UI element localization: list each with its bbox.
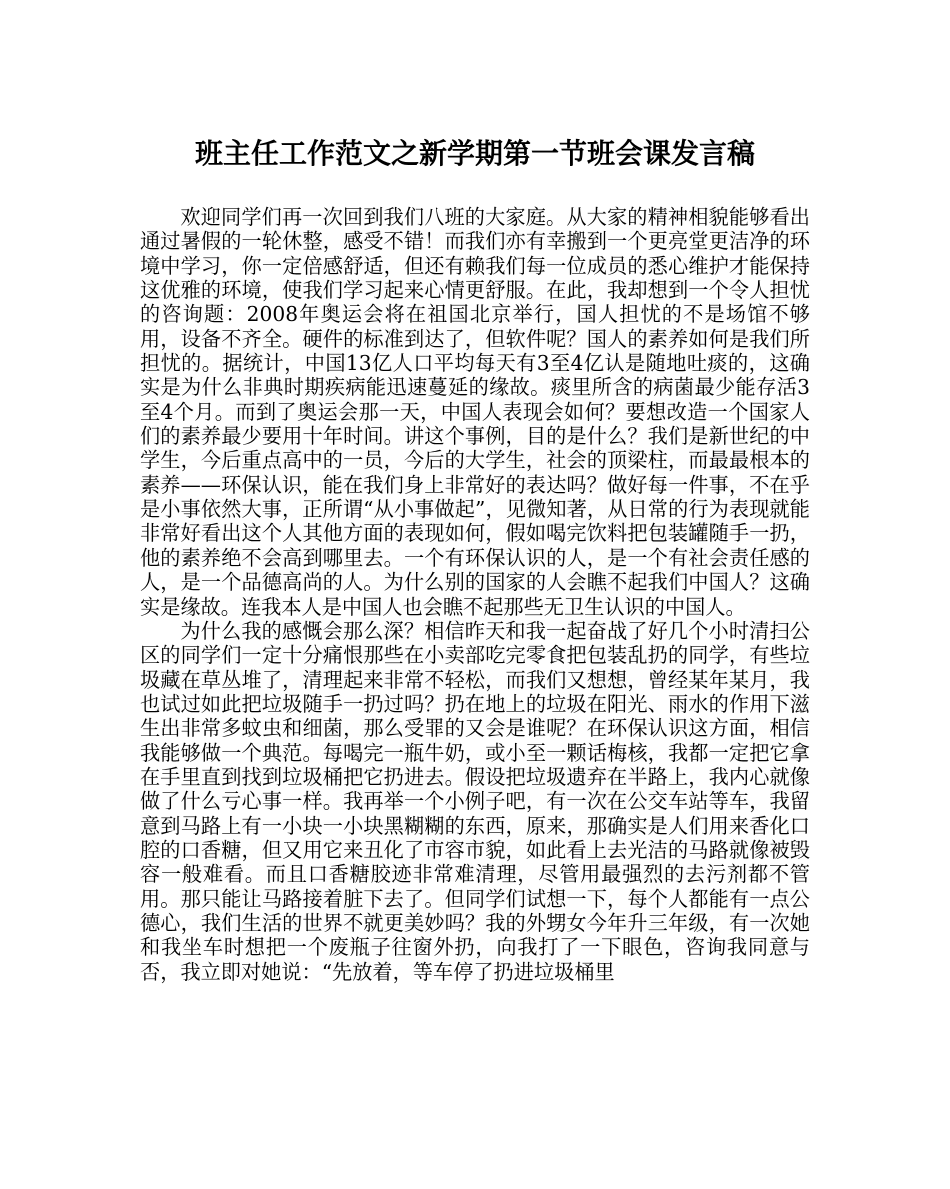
document-body — [140, 205, 810, 984]
paragraph-2: 为什么我的感慨会那么深？相信昨天和我一起奋战了好几个小时清扫公区的同学们一定十分痛恨那些在小卖部吃完零食把包装乱扔的同学，有些垃圾藏在草丛堆了，清理起来非常不轻松，而我们又想想，曾经某年某月，我也试过如此把垃圾随手一扔过吗？扔在地上的垃圾在阳光、雨水的作用下滋生出非常多蚊虫和细菌，那么受罪的又会是谁呢？在环保认识这方面，相信我能够做一个典范。每喝完一瓶牛奶，或小至一颗话梅核，我都一定把它拿在手里直到找到垃圾桶把它扔进去。假设把垃圾遗弃在半路上，我内心就像做了什么亏心事一样。我再举一个小例子吧，有一次在公交车站等车，我留意到马路上有一小块一小块黑糊糊的东西，原来，那确实是人们用来香化口腔的口香糖，但又用它来丑化了市容市貌，如此看上去光洁的马路就像被毁容一般难看。而且口香糖胶迹非常难清理，尽管用最强烈的去污剂都不管用。那只能让马路接着脏下去了。但同学们试想一下，每个人都能有一点公德心，我们生活的世界不就更美妙吗？我的外甥女今年升三年级，有一次她和我坐车时想把一个废瓶子往窗外扔，向我打了一下眼色，咨询我同意与否，我立即对她说：“先放着，等车停了扔进垃圾桶里 — [140, 618, 810, 984]
paragraph-1: 欢迎同学们再一次回到我们八班的大家庭。从大家的精神相貌能够看出通过暑假的一轮休整，感受不错！而我们亦有幸搬到一个更亮堂更洁净的环境中学习，你一定倍感舒适，但还有赖我们每一位成员的悉心维护才能保持这优雅的环境，使我们学习起来心情更舒服。在此，我却想到一个令人担忧的咨询题：2008年奥运会将在祖国北京举行，国人担忧的不是场馆不够用，设备不齐全。硬件的标准到达了，但软件呢？国人的素养如何是我们所担忧的。据统计，中国13亿人口平均每天有3至4亿认是随地吐痰的，这确实是为什么非典时期疾病能迅速蔓延的缘故。痰里所含的病菌最少能存活3至4个月。而到了奥运会那一天，中国人表现会如何？要想改造一个国家人们的素养最少要用十年时间。讲这个事例，目的是什么？我们是新世纪的中学生，今后重点高中的一员，今后的大学生，社会的顶梁柱，而最最根本的素养——环保认识，能在我们身上非常好的表达吗？做好每一件事，不在乎是小事依然大事，正所谓“从小事做起”，见微知著，从日常的行为表现就能非常好看出这个人其他方面的表现如何，假如喝完饮料把包装罐随手一扔，他的素养绝不会高到哪里去。一个有环保认识的人，是一个有社会责任感的人，是一个品德高尚的人。为什么别的国家的人会瞧不起我们中国人？这确实是缘故。连我本人是中国人也会瞧不起那些无卫生认识的中国人。 — [140, 205, 810, 619]
document-title: 班主任工作范文之新学期第一节班会课发言稿 — [194, 137, 755, 170]
